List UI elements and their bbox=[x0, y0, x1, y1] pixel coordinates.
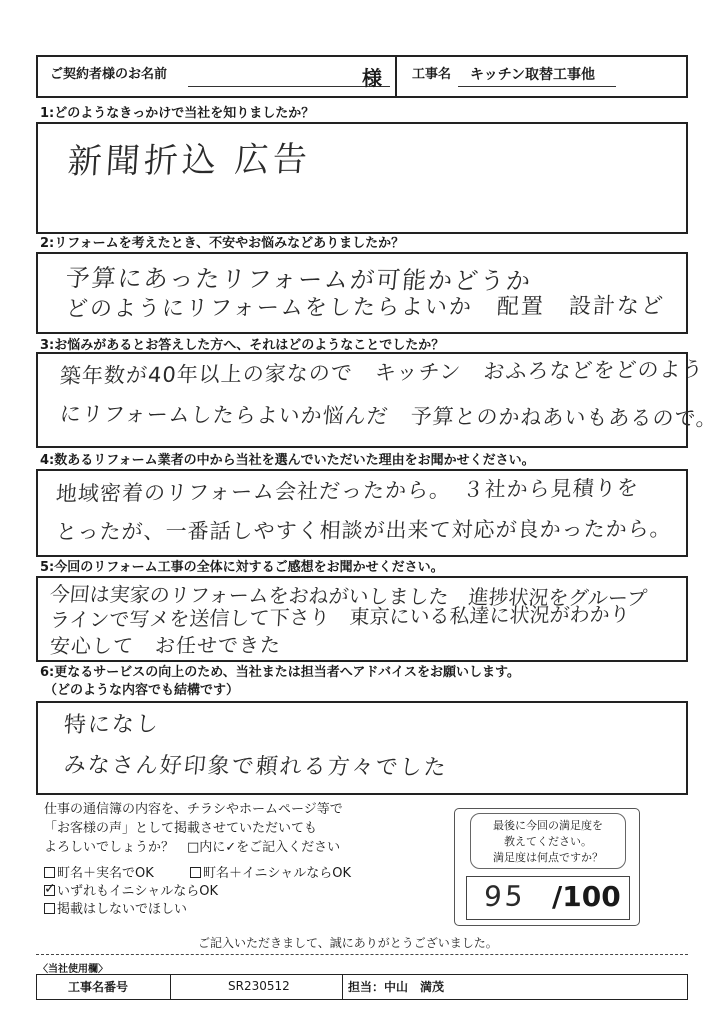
question-4-answer-line-1: 地域密着のリフォーム会社だったから。 ３社から見積りを bbox=[55, 475, 640, 506]
thanks-message: ご記入いただきまして、誠にありがとうございました。 bbox=[198, 936, 498, 950]
customer-name-underline bbox=[188, 86, 390, 87]
question-1-label: 1:どのようなきっかけで当社を知りましたか？ bbox=[40, 106, 315, 121]
satisfaction-score: 95 bbox=[483, 879, 527, 913]
checkbox-icon[interactable] bbox=[44, 903, 55, 914]
consent-intro-line-3: よろしいでしょうか？ □内に✓をご記入ください bbox=[44, 840, 341, 855]
office-divider-1 bbox=[170, 975, 171, 999]
question-6-answer-line-2: みなさん好印象で頼れる方々でした bbox=[62, 753, 449, 781]
office-section-label: 〈当社使用欄〉 bbox=[38, 964, 108, 975]
question-3-label: 3:お悩みがあるとお答えした方へ、それはどのようなことでしたか？ bbox=[40, 338, 445, 353]
consent-option-3-label: いずれもイニシャルならOK bbox=[57, 884, 218, 899]
office-project-no-value: SR230512 bbox=[228, 979, 290, 993]
consent-intro-line-2: 「お客様の声」として掲載させていただいても bbox=[44, 821, 318, 836]
satisfaction-max: /100 bbox=[552, 880, 621, 913]
question-3-answer-line-2: にリフォームしたらよいか悩んだ 予算とのかねあいもあるので。 bbox=[58, 402, 720, 431]
checkbox-icon[interactable] bbox=[44, 867, 55, 878]
cut-line bbox=[36, 954, 688, 955]
question-2-label: 2:リフォームを考えたとき、不安やお悩みなどありましたか？ bbox=[40, 236, 405, 251]
project-value: キッチン取替工事他 bbox=[470, 67, 596, 83]
question-5-label: 5:今回のリフォーム工事の全体に対するご感想をお聞かせください。 bbox=[40, 560, 444, 575]
question-4-answer-line-2: とったが、一番話しやすく相談が出来て対応が良かったから。 bbox=[55, 516, 673, 544]
question-2-answer-line-1: 予算にあったリフォームが可能かどうか bbox=[64, 264, 534, 296]
question-5-answer-line-3: 安心して お任せできた bbox=[49, 632, 282, 658]
satisfaction-prompt-line-1: 最後に今回の満足度を bbox=[493, 819, 603, 832]
consent-option-1[interactable] bbox=[44, 866, 154, 882]
honorific: 様 bbox=[362, 66, 382, 90]
question-4-label: 4:数あるリフォーム業者の中から当社を選んでいただいた理由をお聞かせください。 bbox=[40, 453, 535, 468]
question-3-answer-line-1: 築年数が40年以上の家なので キッチン おふろなどをどのよう bbox=[59, 357, 705, 388]
consent-intro-line-1: 仕事の通信簿の内容を、チラシやホームページ等で bbox=[44, 802, 343, 817]
consent-option-2[interactable] bbox=[190, 866, 351, 882]
project-underline bbox=[458, 86, 616, 87]
office-staff-label: 担当：中山 満茂 bbox=[348, 980, 445, 994]
question-6-answer-line-1: 特になし bbox=[63, 711, 161, 738]
checkbox-icon[interactable] bbox=[190, 867, 201, 878]
satisfaction-prompt-line-3: 満足度は何点ですか？ bbox=[493, 851, 603, 864]
question-2-answer-line-2: どのようにリフォームをしたらよいか 配置 設計など bbox=[65, 293, 666, 322]
project-label: 工事名 bbox=[412, 67, 452, 82]
customer-name-label: ご契約者様のお名前 bbox=[50, 67, 168, 82]
checkbox-checked-icon[interactable] bbox=[44, 881, 56, 897]
office-project-no-label: 工事名番号 bbox=[68, 980, 129, 994]
consent-option-3[interactable] bbox=[44, 881, 218, 900]
office-divider-2 bbox=[342, 975, 343, 999]
question-5-answer-line-1: 今回は実家のリフォームをおねがいしました 進捗状況をグループ bbox=[48, 582, 649, 611]
question-6-label: 6:更なるサービスの向上のため、当社または担当者へアドバイスをお願いします。 bbox=[40, 665, 520, 680]
header-divider bbox=[395, 57, 397, 96]
question-5-answer-line-2: ラインで写メを送信して下さり 東京にいる私達に状況がわかり bbox=[49, 601, 631, 632]
consent-option-4-label: 掲載はしないでほしい bbox=[57, 902, 188, 917]
question-6-sublabel: （どのような内容でも結構です） bbox=[44, 683, 240, 698]
consent-option-1-label: 町名＋実名でOK bbox=[57, 866, 154, 881]
checkmark-icon: ✓ bbox=[44, 881, 56, 897]
satisfaction-prompt-line-2: 教えてください。 bbox=[504, 835, 592, 848]
consent-option-2-label: 町名＋イニシャルならOK bbox=[203, 866, 351, 881]
consent-option-4[interactable] bbox=[44, 902, 187, 918]
question-1-answer-line-1: 新聞折込 広告 bbox=[66, 139, 312, 182]
